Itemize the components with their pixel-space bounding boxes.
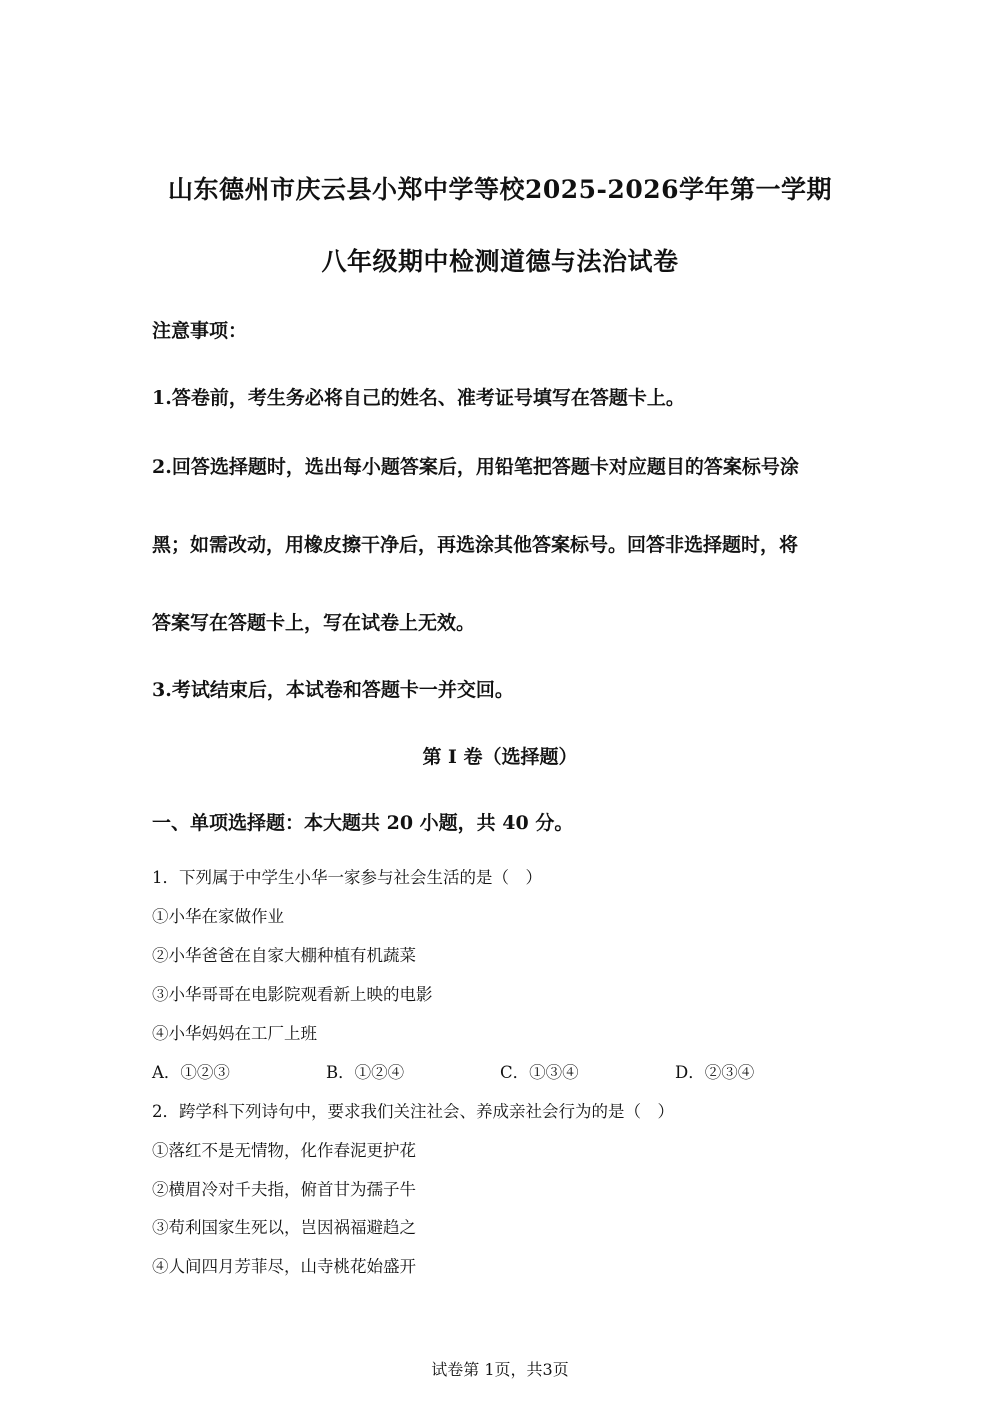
notice-item-3: 3.考试结束后，本试卷和答题卡一并交回。 xyxy=(152,679,514,701)
question-2-statement-2: ②横眉冷对千夫指，俯首甘为孺子牛 xyxy=(152,1180,416,1199)
notice-item-2-line1: 2.回答选择题时，选出每小题答案后，用铅笔把答题卡对应题目的答案标号涂 xyxy=(152,456,799,478)
question-1-option-c[interactable]: C．①③④ xyxy=(500,1063,579,1082)
question-1-statement-1: ①小华在家做作业 xyxy=(152,907,284,926)
volume-title: 第 I 卷（选择题） xyxy=(422,746,578,768)
question-2-stem: 2．跨学科下列诗句中，要求我们关注社会、养成亲社会行为的是（ ） xyxy=(152,1102,674,1121)
exam-title-line1: 山东德州市庆云县小郑中学等校2025-2026学年第一学期 xyxy=(167,175,833,204)
question-1-option-a[interactable]: A．①②③ xyxy=(152,1063,230,1082)
question-1-stem: 1．下列属于中学生小华一家参与社会生活的是（ ） xyxy=(152,868,542,887)
question-1-statement-4: ④小华妈妈在工厂上班 xyxy=(152,1024,317,1043)
question-1-statement-2: ②小华爸爸在自家大棚种植有机蔬菜 xyxy=(152,946,416,965)
notice-heading: 注意事项： xyxy=(152,320,248,342)
notice-item-1: 1.答卷前，考生务必将自己的姓名、准考证号填写在答题卡上。 xyxy=(152,387,685,409)
exam-title-line2: 八年级期中检测道德与法治试卷 xyxy=(321,247,679,276)
notice-item-2-line3: 答案写在答题卡上，写在试卷上无效。 xyxy=(152,612,476,634)
question-1-statement-3: ③小华哥哥在电影院观看新上映的电影 xyxy=(152,985,433,1004)
question-2-statement-1: ①落红不是无情物，化作春泥更护花 xyxy=(152,1141,416,1160)
question-1-option-d[interactable]: D．②③④ xyxy=(675,1063,755,1082)
question-2-statement-4: ④人间四月芳菲尽，山寺桃花始盛开 xyxy=(152,1257,416,1276)
page-footer: 试卷第 1页，共3页 xyxy=(431,1360,569,1379)
question-1-option-b[interactable]: B．①②④ xyxy=(326,1063,405,1082)
question-2-statement-3: ③苟利国家生死以，岂因祸福避趋之 xyxy=(152,1218,416,1237)
section-title: 一、单项选择题：本大题共 20 小题，共 40 分。 xyxy=(152,812,574,834)
notice-item-2-line2: 黑；如需改动，用橡皮擦干净后，再选涂其他答案标号。回答非选择题时，将 xyxy=(152,534,799,556)
